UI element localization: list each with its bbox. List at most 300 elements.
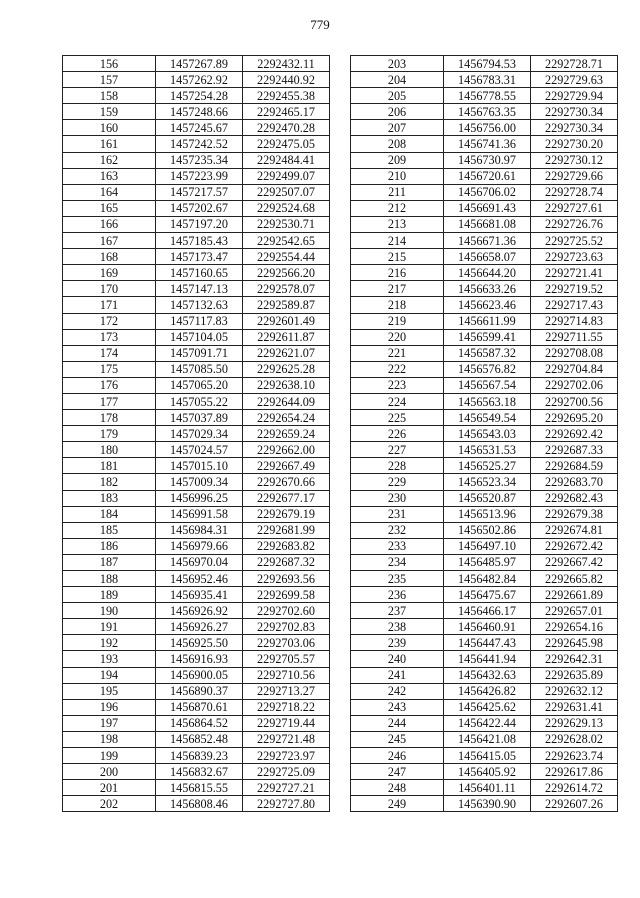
x-coordinate-cell: 1456567.54 — [444, 377, 531, 393]
table-row — [63, 168, 330, 184]
x-coordinate-cell: 1456970.04 — [156, 554, 243, 570]
table-row — [351, 731, 618, 747]
y-coordinate-cell: 2292654.16 — [531, 619, 618, 635]
y-coordinate-cell: 2292692.42 — [531, 426, 618, 442]
y-coordinate-cell: 2292662.00 — [243, 442, 330, 458]
x-coordinate-cell: 1456447.43 — [444, 635, 531, 651]
x-coordinate-cell: 1457173.47 — [156, 249, 243, 265]
y-coordinate-cell: 2292432.11 — [243, 56, 330, 72]
table-row — [63, 458, 330, 474]
table-row — [63, 56, 330, 72]
point-number-cell: 163 — [63, 168, 156, 184]
table-row — [351, 571, 618, 587]
x-coordinate-cell: 1457245.67 — [156, 120, 243, 136]
x-coordinate-cell: 1456599.41 — [444, 329, 531, 345]
table-row — [63, 715, 330, 731]
coordinates-table-right — [350, 55, 618, 812]
x-coordinate-cell: 1457235.34 — [156, 152, 243, 168]
point-number-cell: 188 — [63, 571, 156, 587]
y-coordinate-cell: 2292578.07 — [243, 281, 330, 297]
y-coordinate-cell: 2292728.71 — [531, 56, 618, 72]
x-coordinate-cell: 1456497.10 — [444, 538, 531, 554]
y-coordinate-cell: 2292507.07 — [243, 184, 330, 200]
point-number-cell: 216 — [351, 265, 444, 281]
point-number-cell: 247 — [351, 764, 444, 780]
table-row — [63, 233, 330, 249]
table-row — [63, 538, 330, 554]
point-number-cell: 226 — [351, 426, 444, 442]
x-coordinate-cell: 1456644.20 — [444, 265, 531, 281]
point-number-cell: 205 — [351, 88, 444, 104]
point-number-cell: 248 — [351, 780, 444, 796]
x-coordinate-cell: 1456543.03 — [444, 426, 531, 442]
point-number-cell: 185 — [63, 522, 156, 538]
y-coordinate-cell: 2292665.82 — [531, 571, 618, 587]
coordinates-table-left — [62, 55, 330, 812]
point-number-cell: 189 — [63, 587, 156, 603]
x-coordinate-cell: 1457055.22 — [156, 393, 243, 409]
table-row — [351, 699, 618, 715]
point-number-cell: 165 — [63, 200, 156, 216]
y-coordinate-cell: 2292725.09 — [243, 764, 330, 780]
point-number-cell: 162 — [63, 152, 156, 168]
point-number-cell: 192 — [63, 635, 156, 651]
point-number-cell: 242 — [351, 683, 444, 699]
y-coordinate-cell: 2292657.01 — [531, 603, 618, 619]
point-number-cell: 200 — [63, 764, 156, 780]
point-number-cell: 158 — [63, 88, 156, 104]
point-number-cell: 224 — [351, 393, 444, 409]
x-coordinate-cell: 1456984.31 — [156, 522, 243, 538]
table-row — [63, 748, 330, 764]
table-row — [63, 200, 330, 216]
table-row — [351, 619, 618, 635]
point-number-cell: 202 — [63, 796, 156, 812]
y-coordinate-cell: 2292635.89 — [531, 667, 618, 683]
point-number-cell: 194 — [63, 667, 156, 683]
table-row — [351, 796, 618, 812]
y-coordinate-cell: 2292730.34 — [531, 120, 618, 136]
point-number-cell: 193 — [63, 651, 156, 667]
y-coordinate-cell: 2292617.86 — [531, 764, 618, 780]
point-number-cell: 191 — [63, 619, 156, 635]
table-row — [351, 554, 618, 570]
table-row — [63, 393, 330, 409]
point-number-cell: 217 — [351, 281, 444, 297]
table-row — [351, 168, 618, 184]
y-coordinate-cell: 2292684.59 — [531, 458, 618, 474]
y-coordinate-cell: 2292727.80 — [243, 796, 330, 812]
point-number-cell: 208 — [351, 136, 444, 152]
x-coordinate-cell: 1456832.67 — [156, 764, 243, 780]
point-number-cell: 240 — [351, 651, 444, 667]
table-row — [63, 297, 330, 313]
point-number-cell: 168 — [63, 249, 156, 265]
y-coordinate-cell: 2292530.71 — [243, 216, 330, 232]
table-row — [351, 442, 618, 458]
x-coordinate-cell: 1457160.65 — [156, 265, 243, 281]
table-row — [351, 458, 618, 474]
x-coordinate-cell: 1456587.32 — [444, 345, 531, 361]
x-coordinate-cell: 1456658.07 — [444, 249, 531, 265]
point-number-cell: 236 — [351, 587, 444, 603]
table-row — [351, 72, 618, 88]
x-coordinate-cell: 1456475.67 — [444, 587, 531, 603]
point-number-cell: 222 — [351, 361, 444, 377]
point-number-cell: 166 — [63, 216, 156, 232]
point-number-cell: 160 — [63, 120, 156, 136]
x-coordinate-cell: 1457147.13 — [156, 281, 243, 297]
point-number-cell: 195 — [63, 683, 156, 699]
y-coordinate-cell: 2292566.20 — [243, 265, 330, 281]
point-number-cell: 243 — [351, 699, 444, 715]
point-number-cell: 170 — [63, 281, 156, 297]
y-coordinate-cell: 2292729.66 — [531, 168, 618, 184]
point-number-cell: 221 — [351, 345, 444, 361]
table-row — [63, 442, 330, 458]
table-row — [351, 635, 618, 651]
y-coordinate-cell: 2292677.17 — [243, 490, 330, 506]
y-coordinate-cell: 2292727.21 — [243, 780, 330, 796]
x-coordinate-cell: 1456815.55 — [156, 780, 243, 796]
x-coordinate-cell: 1456405.92 — [444, 764, 531, 780]
y-coordinate-cell: 2292542.65 — [243, 233, 330, 249]
point-number-cell: 219 — [351, 313, 444, 329]
x-coordinate-cell: 1457223.99 — [156, 168, 243, 184]
table-row — [63, 635, 330, 651]
table-row — [63, 522, 330, 538]
x-coordinate-cell: 1456808.46 — [156, 796, 243, 812]
x-coordinate-cell: 1456485.97 — [444, 554, 531, 570]
point-number-cell: 206 — [351, 104, 444, 120]
x-coordinate-cell: 1457185.43 — [156, 233, 243, 249]
point-number-cell: 182 — [63, 474, 156, 490]
table-row — [351, 780, 618, 796]
point-number-cell: 237 — [351, 603, 444, 619]
point-number-cell: 183 — [63, 490, 156, 506]
y-coordinate-cell: 2292614.72 — [531, 780, 618, 796]
point-number-cell: 244 — [351, 715, 444, 731]
table-row — [63, 506, 330, 522]
table-row — [351, 748, 618, 764]
point-number-cell: 171 — [63, 297, 156, 313]
y-coordinate-cell: 2292611.87 — [243, 329, 330, 345]
x-coordinate-cell: 1456549.54 — [444, 410, 531, 426]
point-number-cell: 239 — [351, 635, 444, 651]
y-coordinate-cell: 2292708.08 — [531, 345, 618, 361]
table-row — [351, 216, 618, 232]
table-row — [63, 377, 330, 393]
point-number-cell: 187 — [63, 554, 156, 570]
point-number-cell: 215 — [351, 249, 444, 265]
point-number-cell: 230 — [351, 490, 444, 506]
x-coordinate-cell: 1456531.53 — [444, 442, 531, 458]
x-coordinate-cell: 1456425.62 — [444, 699, 531, 715]
point-number-cell: 190 — [63, 603, 156, 619]
y-coordinate-cell: 2292667.42 — [531, 554, 618, 570]
point-number-cell: 197 — [63, 715, 156, 731]
table-row — [351, 426, 618, 442]
x-coordinate-cell: 1456794.53 — [444, 56, 531, 72]
y-coordinate-cell: 2292683.82 — [243, 538, 330, 554]
table-row — [351, 377, 618, 393]
y-coordinate-cell: 2292704.84 — [531, 361, 618, 377]
x-coordinate-cell: 1457065.20 — [156, 377, 243, 393]
y-coordinate-cell: 2292628.02 — [531, 731, 618, 747]
y-coordinate-cell: 2292723.63 — [531, 249, 618, 265]
x-coordinate-cell: 1456952.46 — [156, 571, 243, 587]
x-coordinate-cell: 1457029.34 — [156, 426, 243, 442]
point-number-cell: 201 — [63, 780, 156, 796]
y-coordinate-cell: 2292659.24 — [243, 426, 330, 442]
y-coordinate-cell: 2292484.41 — [243, 152, 330, 168]
x-coordinate-cell: 1456720.61 — [444, 168, 531, 184]
x-coordinate-cell: 1456520.87 — [444, 490, 531, 506]
point-number-cell: 249 — [351, 796, 444, 812]
point-number-cell: 204 — [351, 72, 444, 88]
table-row — [63, 667, 330, 683]
point-number-cell: 234 — [351, 554, 444, 570]
x-coordinate-cell: 1456691.43 — [444, 200, 531, 216]
x-coordinate-cell: 1456390.90 — [444, 796, 531, 812]
x-coordinate-cell: 1456756.00 — [444, 120, 531, 136]
point-number-cell: 198 — [63, 731, 156, 747]
y-coordinate-cell: 2292703.06 — [243, 635, 330, 651]
y-coordinate-cell: 2292601.49 — [243, 313, 330, 329]
point-number-cell: 229 — [351, 474, 444, 490]
point-number-cell: 181 — [63, 458, 156, 474]
point-number-cell: 223 — [351, 377, 444, 393]
x-coordinate-cell: 1457091.71 — [156, 345, 243, 361]
x-coordinate-cell: 1457217.57 — [156, 184, 243, 200]
table-row — [351, 136, 618, 152]
x-coordinate-cell: 1456611.99 — [444, 313, 531, 329]
y-coordinate-cell: 2292470.28 — [243, 120, 330, 136]
table-row — [63, 249, 330, 265]
x-coordinate-cell: 1456979.66 — [156, 538, 243, 554]
x-coordinate-cell: 1456482.84 — [444, 571, 531, 587]
table-row — [63, 490, 330, 506]
x-coordinate-cell: 1456783.31 — [444, 72, 531, 88]
table-row — [351, 764, 618, 780]
table-row — [351, 88, 618, 104]
table-row — [63, 104, 330, 120]
x-coordinate-cell: 1456563.18 — [444, 393, 531, 409]
x-coordinate-cell: 1457262.92 — [156, 72, 243, 88]
x-coordinate-cell: 1456426.82 — [444, 683, 531, 699]
point-number-cell: 174 — [63, 345, 156, 361]
table-row — [351, 104, 618, 120]
y-coordinate-cell: 2292524.68 — [243, 200, 330, 216]
y-coordinate-cell: 2292679.19 — [243, 506, 330, 522]
x-coordinate-cell: 1457009.34 — [156, 474, 243, 490]
x-coordinate-cell: 1456763.35 — [444, 104, 531, 120]
table-row — [63, 72, 330, 88]
y-coordinate-cell: 2292645.98 — [531, 635, 618, 651]
x-coordinate-cell: 1457104.05 — [156, 329, 243, 345]
y-coordinate-cell: 2292632.12 — [531, 683, 618, 699]
table-row — [351, 152, 618, 168]
x-coordinate-cell: 1456432.63 — [444, 667, 531, 683]
x-coordinate-cell: 1456926.92 — [156, 603, 243, 619]
point-number-cell: 233 — [351, 538, 444, 554]
x-coordinate-cell: 1456681.08 — [444, 216, 531, 232]
table-row — [63, 699, 330, 715]
x-coordinate-cell: 1456935.41 — [156, 587, 243, 603]
x-coordinate-cell: 1457254.28 — [156, 88, 243, 104]
point-number-cell: 232 — [351, 522, 444, 538]
x-coordinate-cell: 1456576.82 — [444, 361, 531, 377]
point-number-cell: 156 — [63, 56, 156, 72]
table-row — [351, 297, 618, 313]
point-number-cell: 173 — [63, 329, 156, 345]
table-row — [63, 764, 330, 780]
y-coordinate-cell: 2292681.99 — [243, 522, 330, 538]
point-number-cell: 213 — [351, 216, 444, 232]
y-coordinate-cell: 2292621.07 — [243, 345, 330, 361]
y-coordinate-cell: 2292725.52 — [531, 233, 618, 249]
table-row — [63, 426, 330, 442]
y-coordinate-cell: 2292682.43 — [531, 490, 618, 506]
y-coordinate-cell: 2292700.56 — [531, 393, 618, 409]
y-coordinate-cell: 2292654.24 — [243, 410, 330, 426]
x-coordinate-cell: 1456916.93 — [156, 651, 243, 667]
x-coordinate-cell: 1456671.36 — [444, 233, 531, 249]
x-coordinate-cell: 1457085.50 — [156, 361, 243, 377]
point-number-cell: 227 — [351, 442, 444, 458]
table-row — [63, 120, 330, 136]
table-row — [63, 216, 330, 232]
table-row — [351, 233, 618, 249]
point-number-cell: 167 — [63, 233, 156, 249]
point-number-cell: 241 — [351, 667, 444, 683]
point-number-cell: 159 — [63, 104, 156, 120]
table-row — [63, 329, 330, 345]
x-coordinate-cell: 1456502.86 — [444, 522, 531, 538]
point-number-cell: 180 — [63, 442, 156, 458]
point-number-cell: 235 — [351, 571, 444, 587]
x-coordinate-cell: 1456925.50 — [156, 635, 243, 651]
point-number-cell: 164 — [63, 184, 156, 200]
point-number-cell: 209 — [351, 152, 444, 168]
y-coordinate-cell: 2292631.41 — [531, 699, 618, 715]
x-coordinate-cell: 1456852.48 — [156, 731, 243, 747]
point-number-cell: 177 — [63, 393, 156, 409]
point-number-cell: 211 — [351, 184, 444, 200]
point-number-cell: 203 — [351, 56, 444, 72]
table-row — [351, 603, 618, 619]
x-coordinate-cell: 1456741.36 — [444, 136, 531, 152]
y-coordinate-cell: 2292728.74 — [531, 184, 618, 200]
y-coordinate-cell: 2292672.42 — [531, 538, 618, 554]
table-row — [63, 651, 330, 667]
x-coordinate-cell: 1456421.08 — [444, 731, 531, 747]
y-coordinate-cell: 2292625.28 — [243, 361, 330, 377]
table-row — [63, 410, 330, 426]
x-coordinate-cell: 1456525.27 — [444, 458, 531, 474]
y-coordinate-cell: 2292629.13 — [531, 715, 618, 731]
x-coordinate-cell: 1457117.83 — [156, 313, 243, 329]
y-coordinate-cell: 2292683.70 — [531, 474, 618, 490]
table-row — [63, 554, 330, 570]
table-row — [63, 136, 330, 152]
table-row — [351, 393, 618, 409]
table-row — [351, 184, 618, 200]
y-coordinate-cell: 2292710.56 — [243, 667, 330, 683]
table-row — [351, 281, 618, 297]
y-coordinate-cell: 2292638.10 — [243, 377, 330, 393]
x-coordinate-cell: 1457132.63 — [156, 297, 243, 313]
y-coordinate-cell: 2292702.06 — [531, 377, 618, 393]
table-row — [351, 410, 618, 426]
y-coordinate-cell: 2292440.92 — [243, 72, 330, 88]
x-coordinate-cell: 1456926.27 — [156, 619, 243, 635]
x-coordinate-cell: 1456623.46 — [444, 297, 531, 313]
y-coordinate-cell: 2292687.33 — [531, 442, 618, 458]
point-number-cell: 186 — [63, 538, 156, 554]
y-coordinate-cell: 2292465.17 — [243, 104, 330, 120]
x-coordinate-cell: 1456839.23 — [156, 748, 243, 764]
table-row — [351, 313, 618, 329]
table-row — [63, 683, 330, 699]
table-row — [351, 120, 618, 136]
x-coordinate-cell: 1457037.89 — [156, 410, 243, 426]
x-coordinate-cell: 1456706.02 — [444, 184, 531, 200]
y-coordinate-cell: 2292702.60 — [243, 603, 330, 619]
point-number-cell: 169 — [63, 265, 156, 281]
table-row — [63, 345, 330, 361]
x-coordinate-cell: 1456441.94 — [444, 651, 531, 667]
y-coordinate-cell: 2292717.43 — [531, 297, 618, 313]
table-row — [63, 571, 330, 587]
y-coordinate-cell: 2292730.20 — [531, 136, 618, 152]
y-coordinate-cell: 2292714.83 — [531, 313, 618, 329]
y-coordinate-cell: 2292667.49 — [243, 458, 330, 474]
table-row — [351, 587, 618, 603]
x-coordinate-cell: 1456401.11 — [444, 780, 531, 796]
table-row — [351, 667, 618, 683]
point-number-cell: 161 — [63, 136, 156, 152]
point-number-cell: 207 — [351, 120, 444, 136]
table-row — [63, 796, 330, 812]
table-row — [351, 490, 618, 506]
table-row — [63, 88, 330, 104]
point-number-cell: 199 — [63, 748, 156, 764]
point-number-cell: 179 — [63, 426, 156, 442]
y-coordinate-cell: 2292721.41 — [531, 265, 618, 281]
table-row — [351, 522, 618, 538]
y-coordinate-cell: 2292475.05 — [243, 136, 330, 152]
x-coordinate-cell: 1456415.05 — [444, 748, 531, 764]
point-number-cell: 225 — [351, 410, 444, 426]
table-row — [63, 474, 330, 490]
table-row — [63, 184, 330, 200]
x-coordinate-cell: 1456996.25 — [156, 490, 243, 506]
x-coordinate-cell: 1457015.10 — [156, 458, 243, 474]
y-coordinate-cell: 2292674.81 — [531, 522, 618, 538]
y-coordinate-cell: 2292702.83 — [243, 619, 330, 635]
table-row — [63, 265, 330, 281]
x-coordinate-cell: 1457197.20 — [156, 216, 243, 232]
page-number: 779 — [310, 17, 330, 32]
table-row — [63, 313, 330, 329]
y-coordinate-cell: 2292723.97 — [243, 748, 330, 764]
point-number-cell: 176 — [63, 377, 156, 393]
x-coordinate-cell: 1456633.26 — [444, 281, 531, 297]
point-number-cell: 214 — [351, 233, 444, 249]
x-coordinate-cell: 1457248.66 — [156, 104, 243, 120]
table-row — [351, 56, 618, 72]
